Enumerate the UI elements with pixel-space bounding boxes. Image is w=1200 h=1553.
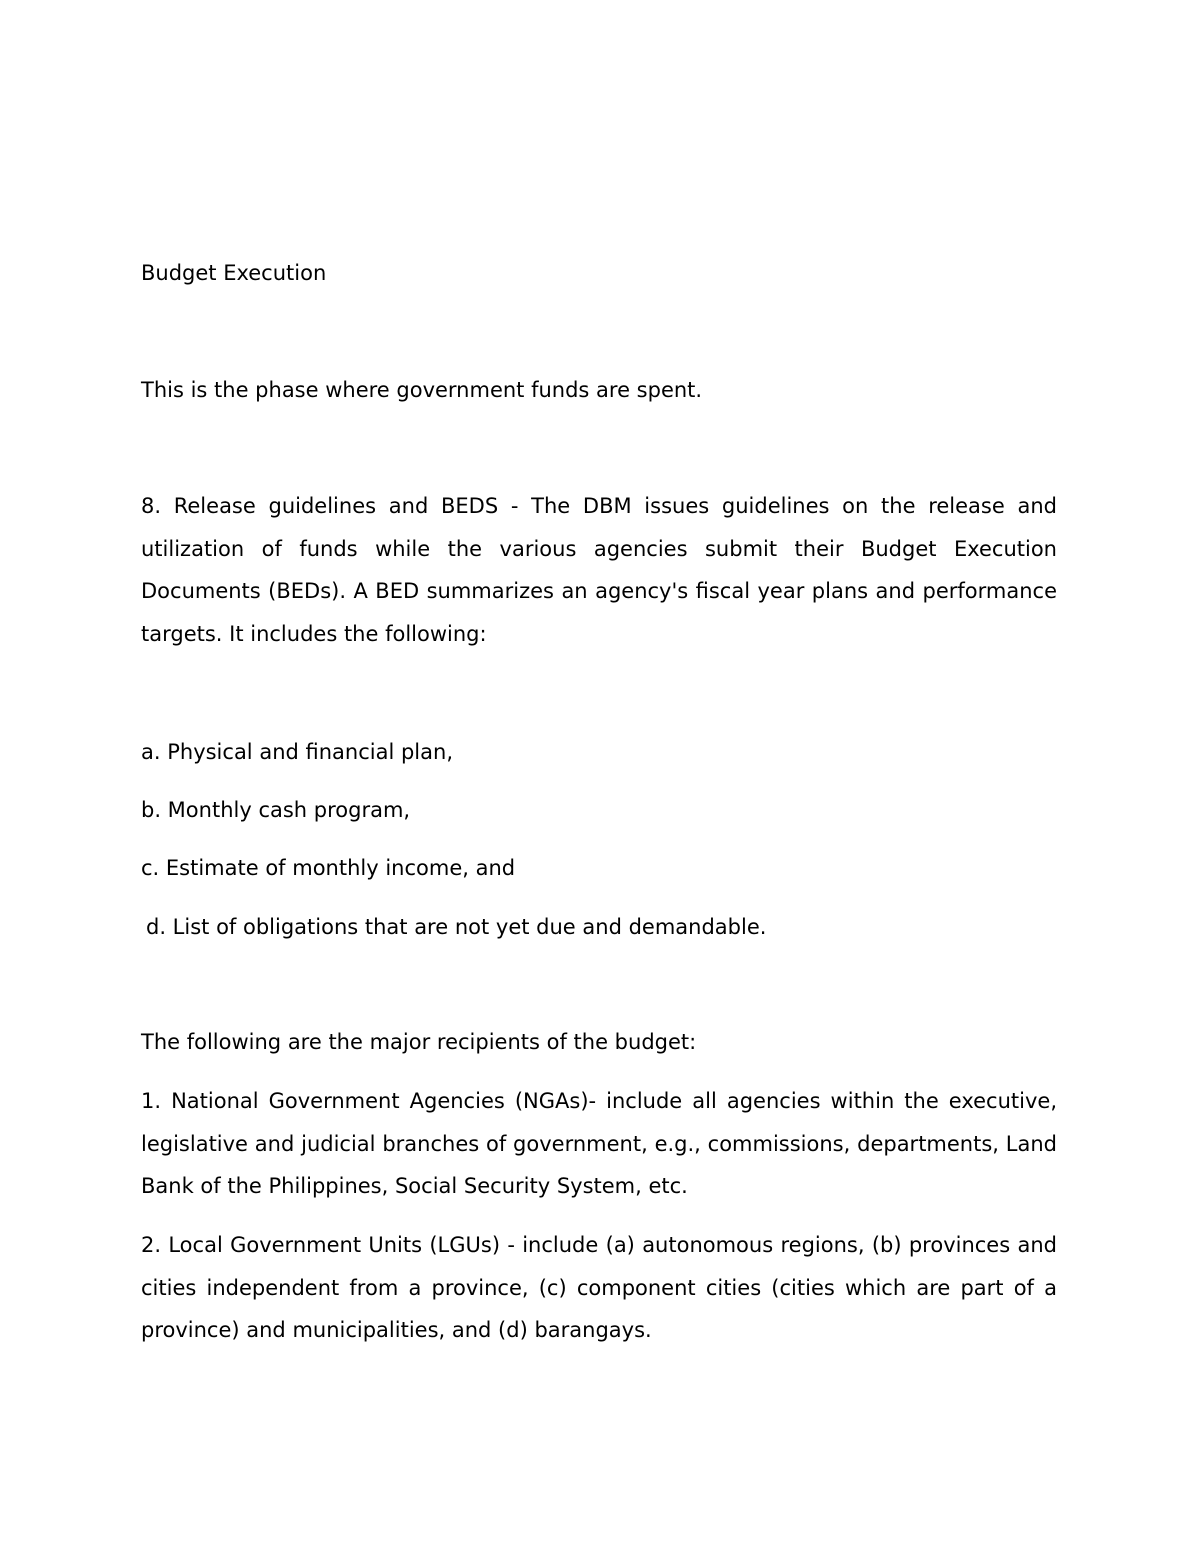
intro-paragraph: This is the phase where government funds are spent. <box>141 378 703 402</box>
recipient-lgu-paragraph: 2. Local Government Units (LGUs) - include (a) autonomous regions, (b) provinces and cities independent from a province, (c) component cities (cities which are part of a province) and municipalities, and (d) barangays. <box>141 1233 1057 1342</box>
bed-item-b: b. Monthly cash program, <box>141 798 411 822</box>
recipient-nga-paragraph: 1. National Government Agencies (NGAs)- include all agencies within the executive, legislative and judicial branches of government, e.g., commissions, departments, Land Bank of the Philippines, Social Security System, etc. <box>141 1089 1057 1198</box>
recipients-intro: The following are the major recipients of the budget: <box>141 1030 697 1054</box>
document-heading: Budget Execution <box>141 261 327 285</box>
bed-item-a: a. Physical and financial plan, <box>141 740 453 764</box>
bed-item-c: c. Estimate of monthly income, and <box>141 856 516 880</box>
release-guidelines-paragraph: 8. Release guidelines and BEDS - The DBM issues guidelines on the release and utilization of funds while the various agencies submit their Budget Execution Documents (BEDs). A BED summarizes an agency's fiscal year plans and performance targets. It includes the following: <box>141 494 1057 646</box>
bed-item-d: d. List of obligations that are not yet due and demandable. <box>146 915 767 939</box>
